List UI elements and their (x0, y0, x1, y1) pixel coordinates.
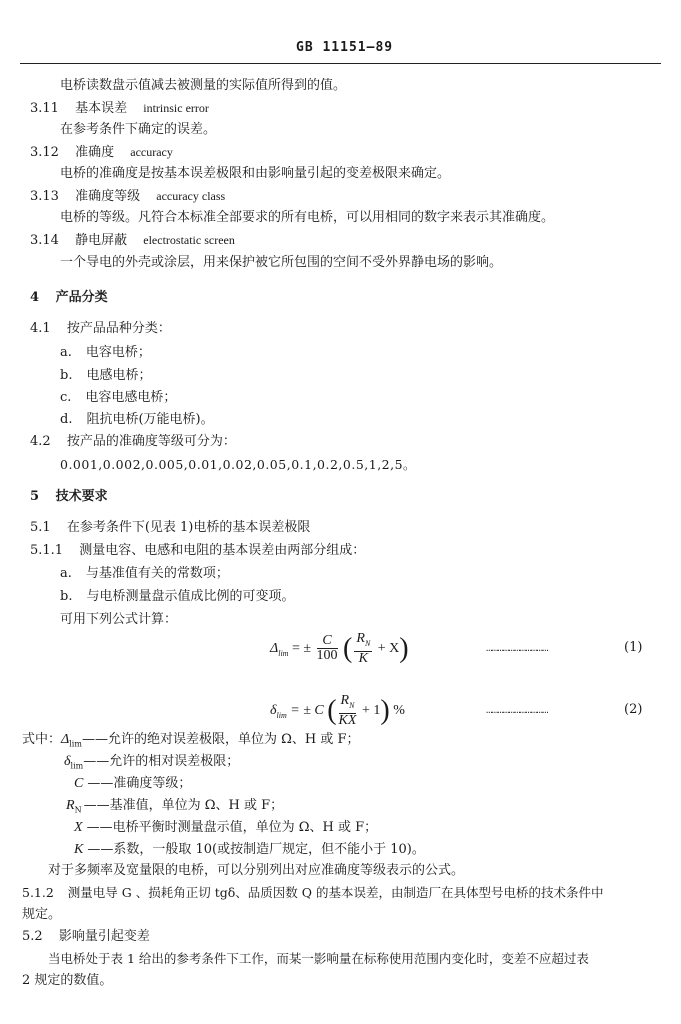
list-text: 与电桥测量盘示值成比例的可变项。 (86, 589, 295, 604)
section-3-12-text: 电桥的准确度是按基本误差极限和由影响量引起的变差极限来确定。 (60, 166, 451, 181)
term-zh: 准确度 (75, 145, 115, 160)
where-text: ——基准值，单位为 Ω、H 或 F； (83, 798, 284, 813)
equation-1: $\Delta_{lim}$ = ± $\frac{C}{100}$ ( $\frac{R_N}{K}$ + X) (270, 631, 409, 666)
section-text: 在参考条件下(见表 1)电桥的基本误差极限 (66, 520, 311, 535)
eq-numerator: R (356, 631, 365, 646)
term-zh: 基本误差 (75, 101, 128, 116)
list-item (60, 588, 294, 606)
section-4-heading (30, 289, 108, 307)
section-5-heading (30, 488, 108, 506)
eq-numerator: R (340, 693, 350, 708)
section-3-13-heading (30, 187, 225, 206)
section-5-1-1 (30, 542, 365, 560)
section-5-1-2-cont: 规定。 (22, 907, 62, 922)
where-text: ——准确度等级； (87, 776, 192, 791)
list-label: c. (60, 390, 72, 405)
section-number: 3.11 (30, 101, 59, 116)
eq-subscript: N (364, 638, 371, 648)
eq-subscript: N (349, 700, 355, 710)
section-number: 4 (30, 290, 40, 305)
term-zh: 准确度等级 (75, 189, 141, 204)
eq-symbol: δ (270, 703, 277, 719)
list-text: 阻抗电桥(万能电桥)。 (86, 412, 214, 427)
eq-symbol: Δ (270, 641, 279, 657)
section-text: 按产品的准确度等级可分为： (66, 434, 236, 449)
eq-subscript: lim (278, 648, 289, 658)
list-label: d. (60, 412, 73, 427)
section-title: 产品分类 (55, 290, 108, 305)
section-number: 3.13 (30, 189, 59, 204)
where-symbol: R (66, 798, 75, 813)
section-number: 3.14 (30, 233, 59, 248)
term-en: intrinsic error (143, 101, 209, 115)
eq-tail: + X (377, 641, 400, 657)
list-item (60, 389, 176, 407)
list-label: a. (60, 566, 72, 581)
section-number: 4.1 (30, 321, 51, 336)
section-5-2-text: 当电桥处于表 1 给出的参考条件下工作，而某一影响量在标称使用范围内变化时，变差不应超过表 (48, 951, 589, 966)
section-5-2-heading (22, 928, 150, 946)
equation-2: $\delta_{lim}$ = ± C ( $\frac{R_N}{KX}$ + 1) % (270, 693, 405, 728)
section-4-2 (30, 433, 236, 451)
eq-tail: + 1 (361, 703, 381, 719)
list-item (60, 344, 151, 362)
term-zh: 静电屏蔽 (75, 233, 128, 248)
section-number: 5.1.1 (30, 543, 64, 558)
where-subscript: N (74, 805, 82, 815)
eq-denominator: 100 (316, 648, 338, 664)
section-number: 5 (30, 489, 40, 504)
header-rule (20, 63, 661, 64)
section-text: 测量电容、电感和电阻的基本误差由两部分组成： (79, 543, 366, 558)
list-text: 与基准值有关的常数项； (85, 566, 229, 581)
where-symbol: Δ (61, 732, 70, 747)
list-item (60, 367, 151, 385)
where-subscript: lim (70, 761, 84, 771)
list-label: b. (60, 589, 73, 604)
term-en: accuracy class (156, 189, 226, 203)
list-text: 电容电感电桥； (85, 390, 177, 405)
equation-1-number: (1) (624, 640, 643, 655)
where-label: 式中： (22, 732, 62, 747)
eq-subscript: lim (276, 710, 287, 720)
section-title: 影响量引起变差 (58, 929, 150, 944)
calc-intro: 可用下列公式计算： (60, 612, 178, 627)
where-symbol: X (74, 820, 83, 835)
where-item (74, 775, 191, 793)
eq-denominator: K (358, 650, 368, 666)
list-label: b. (60, 368, 73, 383)
section-number: 4.2 (30, 434, 51, 449)
section-number: 3.12 (30, 145, 59, 160)
section-title: 技术要求 (55, 489, 108, 504)
where-text: ——系数，一般取 10(或按制造厂规定，但不能小于 10)。 (87, 842, 425, 857)
standard-number: GB 11151—89 (296, 40, 394, 55)
section-text: 按产品品种分类： (66, 321, 171, 336)
where-item (66, 797, 283, 820)
section-3-14-heading (30, 231, 235, 250)
list-item (60, 565, 229, 583)
section-number: 5.2 (22, 929, 43, 944)
section-5-2-text-cont: 2 规定的数值。 (22, 973, 113, 988)
list-label: a. (60, 345, 72, 360)
where-text: ——电桥平衡时测量盘示值，单位为 Ω、H 或 F； (86, 820, 378, 835)
eq-operator: = ± C (290, 703, 324, 719)
section-3-14-text: 一个导电的外壳或涂层，用来保护被它所包围的空间不受外界静电场的影响。 (60, 255, 503, 270)
section-number: 5.1.2 (22, 885, 54, 900)
multi-frequency-note: 对于多频率及宽量限的电桥，可以分别列出对应准确度等级表示的公式。 (48, 863, 465, 878)
equation-2-leader: …………………………… (486, 705, 548, 717)
where-text: ——允许的绝对误差极限，单位为 Ω、H 或 F； (81, 732, 360, 747)
section-4-1 (30, 320, 171, 338)
para-3-10-continuation: 电桥读数盘示值减去被测量的实际值所得到的值。 (60, 78, 347, 93)
where-symbol: C (74, 776, 84, 791)
where-symbol: K (74, 842, 84, 857)
list-text: 电容电桥； (85, 345, 151, 360)
where-item (64, 753, 239, 776)
section-3-11-heading (30, 99, 209, 118)
eq-operator: = ± (291, 641, 312, 657)
term-en: accuracy (130, 145, 173, 159)
section-3-12-heading (30, 143, 173, 162)
where-item (74, 841, 425, 859)
equation-2-number: (2) (624, 702, 643, 717)
section-3-13-text: 电桥的等级。凡符合本标准全部要求的所有电桥，可以用相同的数字来表示其准确度。 (60, 210, 555, 225)
section-5-1-2 (22, 884, 603, 902)
section-5-1 (30, 519, 310, 537)
term-en: electrostatic screen (143, 233, 235, 247)
eq-denominator: KX (338, 712, 357, 728)
section-text: 测量电导 G 、损耗角正切 tgδ、品质因数 Q 的基本误差，由制造厂在具体型号电桥的技术条件中 (67, 885, 604, 900)
where-subscript: lim (69, 739, 82, 749)
where-block-label (22, 731, 359, 754)
equation-1-leader: …………………………… (486, 643, 548, 655)
eq-numerator: C (317, 634, 338, 649)
where-item (74, 819, 377, 837)
accuracy-class-values: 0.001,0.002,0.005,0.01,0.02,0.05,0.1,0.2,0.5,1,2,5。 (60, 457, 417, 472)
list-item (60, 411, 214, 429)
where-text: ——允许的相对误差极限； (83, 754, 240, 769)
section-number: 5.1 (30, 520, 51, 535)
eq-percent: % (393, 703, 405, 719)
section-3-11-text: 在参考条件下确定的误差。 (60, 122, 217, 137)
list-text: 电感电桥； (86, 368, 152, 383)
where-symbol: δ (64, 754, 71, 769)
